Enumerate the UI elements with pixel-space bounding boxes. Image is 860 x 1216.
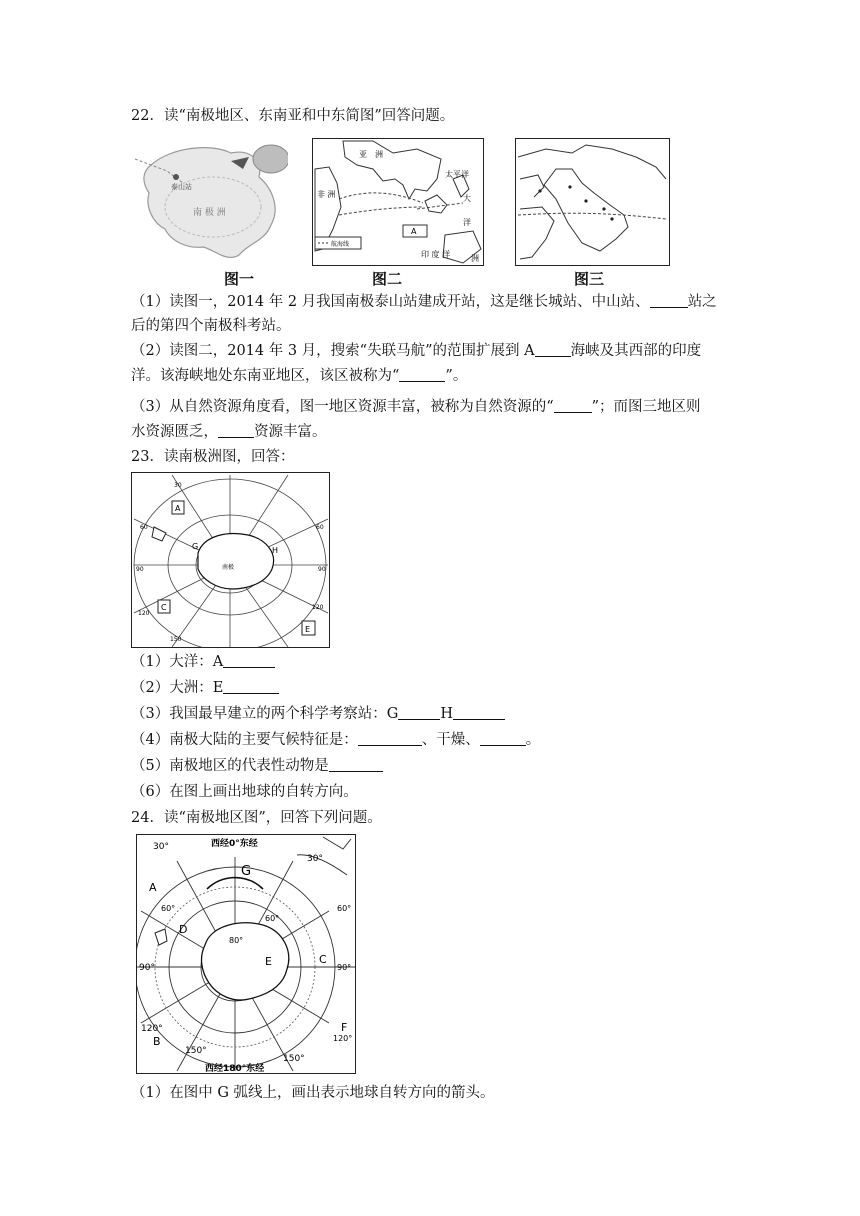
fig2-label-pacific: 太平洋 bbox=[445, 170, 469, 179]
antarctica-polar-map bbox=[132, 473, 329, 647]
answer-blank[interactable] bbox=[223, 679, 279, 694]
q22-part2: （2）读图二，2014 年 3 月，搜索“失联马航”的范围扩展到 A 海峡及其西部的印度 bbox=[131, 343, 702, 359]
q23-a5: （5）南极地区的代表性动物是 bbox=[131, 756, 383, 776]
figure-2 bbox=[312, 138, 484, 266]
answer-blank[interactable] bbox=[218, 423, 254, 438]
answer-blank[interactable] bbox=[399, 367, 445, 382]
continent-label: 南 极 洲 bbox=[193, 208, 226, 218]
q23-title: 23．读南极洲图，回答： bbox=[131, 449, 295, 465]
q23-label-a: A bbox=[175, 504, 181, 513]
south-polar-map bbox=[137, 835, 355, 1073]
q24-d90r: 90° bbox=[337, 963, 352, 972]
figure-1-caption: 图一 bbox=[224, 270, 255, 288]
q24-label-a: A bbox=[149, 881, 157, 894]
antarctica-map-q23 bbox=[131, 472, 330, 648]
q23-a3: （3）我国最早建立的两个科学考察站：G H bbox=[131, 704, 505, 724]
q24-d150r: 150° bbox=[283, 1054, 305, 1064]
fig2-label-indian: 印 度 洋 bbox=[421, 250, 451, 259]
q22-part3-cont: 水资源匮乏， 资源丰富。 bbox=[131, 424, 327, 440]
answer-blank[interactable] bbox=[480, 731, 526, 746]
q23-lon-120l: 120 bbox=[138, 610, 150, 617]
q24-label-b: B bbox=[153, 1035, 161, 1048]
q22-part1: （1）读图一，2014 年 2 月我国南极泰山站建成开站，这是继长城站、中山站、 站之 bbox=[131, 294, 717, 310]
q24-label-d: D bbox=[179, 923, 188, 936]
q23-label-e: E bbox=[305, 625, 311, 634]
fig2-label-a: A bbox=[411, 227, 417, 236]
q23-label-h: H bbox=[272, 546, 279, 555]
middle-east-map bbox=[516, 139, 669, 265]
q24-label-e: E bbox=[265, 955, 272, 968]
q24-top-label: 西经0°东经 bbox=[211, 839, 258, 849]
fig2-label-africa: 非 洲 bbox=[317, 190, 336, 199]
q24-d30l: 30° bbox=[153, 842, 169, 852]
q23-lon-30: 30 bbox=[174, 482, 182, 489]
q23-label-c: C bbox=[161, 603, 167, 612]
answer-blank[interactable] bbox=[358, 731, 422, 746]
q22-part2-cont: 洋。该海峡地处东南亚地区，该区被称为“ ”。 bbox=[131, 368, 468, 384]
q24-d60l: 60° bbox=[161, 904, 176, 913]
answer-blank[interactable] bbox=[554, 398, 592, 413]
q23-a1: （1）大洋：A bbox=[131, 652, 275, 672]
q23-lon-90: 90 bbox=[136, 566, 144, 573]
q24-label-g: G bbox=[241, 864, 252, 879]
q24-d150l: 150° bbox=[185, 1046, 207, 1056]
q23-label-pole: 南极 bbox=[222, 564, 235, 571]
answer-blank[interactable] bbox=[453, 705, 505, 720]
southeast-asia-map bbox=[313, 139, 483, 265]
q23-a6: （6）在图上画出地球的自转方向。 bbox=[131, 784, 358, 800]
q24-d60c: 60° bbox=[265, 914, 280, 923]
answer-blank[interactable] bbox=[329, 757, 383, 772]
answer-blank[interactable] bbox=[223, 653, 275, 668]
q22-part1-cont: 后的第四个南极科考站。 bbox=[131, 318, 291, 334]
q23-lon-120r: 120 bbox=[312, 604, 324, 611]
q24-d120r: 120° bbox=[333, 1034, 353, 1043]
q23-lon-60: 60 bbox=[140, 524, 148, 531]
q23-lon-60r: 60 bbox=[316, 524, 324, 531]
q24-label-c: C bbox=[319, 953, 327, 966]
answer-blank[interactable] bbox=[535, 342, 571, 357]
answer-blank[interactable] bbox=[650, 293, 688, 308]
answer-blank[interactable] bbox=[398, 705, 440, 720]
q23-label-g: G bbox=[192, 542, 199, 551]
q24-label-f: F bbox=[341, 1021, 348, 1034]
q24-d60r: 60° bbox=[337, 904, 352, 913]
q24-d80: 80° bbox=[229, 936, 244, 945]
q24-a1: （1）在图中 G 弧线上，画出表示地球自转方向的箭头。 bbox=[131, 1085, 495, 1101]
q23-a4: （4）南极大陆的主要气候特征是： 、干燥、 。 bbox=[131, 732, 541, 748]
figure-2-caption: 图二 bbox=[372, 270, 403, 288]
q23-lon-90r: 90 bbox=[318, 566, 326, 573]
q24-d120l: 120° bbox=[141, 1024, 163, 1034]
fig2-label-zhou: 洲 bbox=[471, 254, 479, 263]
q24-d90l: 90° bbox=[139, 963, 155, 973]
fig2-legend-route: 航海线 bbox=[331, 241, 350, 248]
q24-bottom-label: 西经180°东经 bbox=[205, 1064, 265, 1073]
figure-3 bbox=[515, 138, 670, 266]
q23-a2: （2）大洲：E bbox=[131, 678, 279, 698]
fig2-label-yang: 洋 bbox=[463, 218, 471, 227]
fig2-label-asia: 亚 洲 bbox=[359, 150, 383, 159]
q24-d30r: 30° bbox=[307, 854, 323, 864]
figure-3-caption: 图三 bbox=[574, 270, 605, 288]
antarctica-map-q24 bbox=[136, 834, 356, 1074]
q23-lon-150: 150 bbox=[170, 636, 182, 643]
station-label: 泰山站 bbox=[171, 183, 192, 191]
q22-part3: （3）从自然资源角度看，图一地区资源丰富，被称为自然资源的“ ”；而图三地区则 bbox=[131, 399, 701, 415]
figure-1 bbox=[131, 137, 288, 265]
q22-title: 22．读“南极地区、东南亚和中东简图”回答问题。 bbox=[131, 108, 455, 124]
antarctica-sketch bbox=[131, 137, 288, 265]
fig2-label-da: 大 bbox=[463, 194, 471, 203]
q24-title: 24．读“南极地区图”，回答下列问题。 bbox=[131, 810, 382, 826]
